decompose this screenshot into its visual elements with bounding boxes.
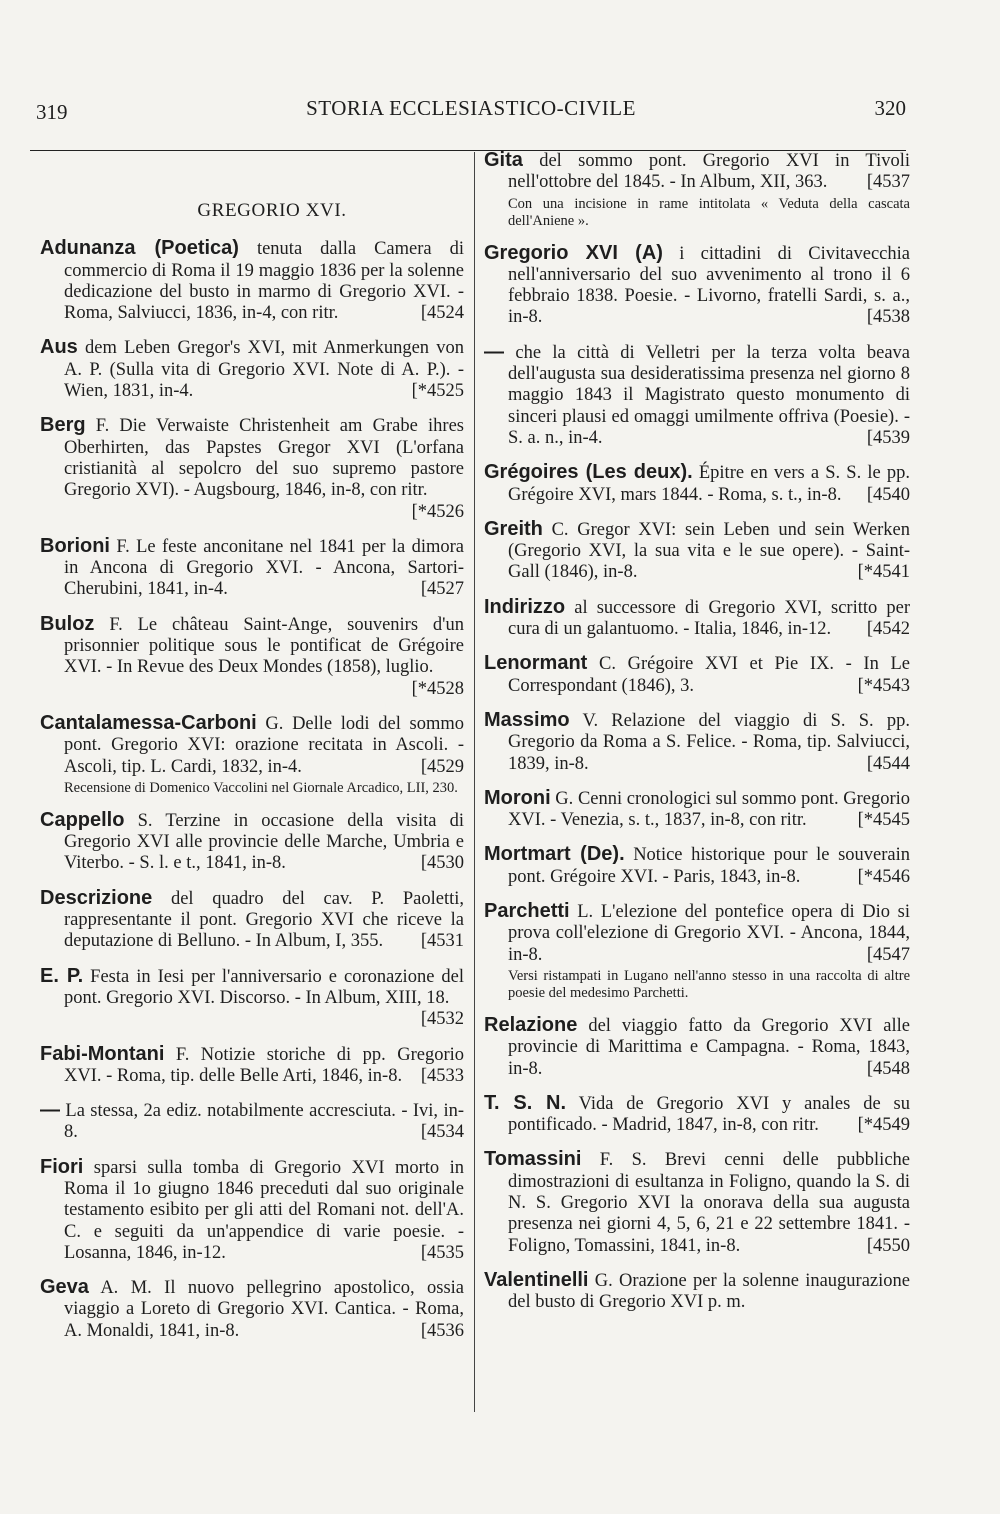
entry-heading: T. S. N.: [484, 1091, 567, 1114]
entry-heading: Gita: [484, 149, 523, 171]
entry-text: G. Delle lodi del sommo pont. Gregorio XVI: orazione recitata in Ascoli. - Ascoli, tip. L. Cardi, 1832, in-4.: [64, 713, 464, 777]
entry-reference-number: [4531: [420, 931, 464, 952]
entry-text: dem Leben Gregor's XVI, mit Anmerkungen von A. P. (Sulla vita di Gregorio XVI. Note di A. P.). - Wien, 1831, in-4.: [64, 338, 464, 402]
bibliography-entry: [40, 1277, 464, 1342]
entry-heading: Moroni: [484, 786, 551, 809]
entry-reference-number: [4534: [420, 1122, 464, 1143]
entry-text: F. Notizie storiche di pp. Gregorio XVI. - Roma, tip. delle Belle Arti, 1846, in-8.: [64, 1044, 464, 1086]
entry-reference-number: [*4546: [857, 866, 910, 887]
entry-text: del sommo pont. Gregorio XVI in Tivoli nell'ottobre del 1845. - In Album, XII, 363.: [508, 151, 910, 193]
entry-reference-number: [4544: [866, 753, 910, 774]
bibliography-entry: [40, 1100, 464, 1144]
entry-heading: Tomassini: [484, 1148, 582, 1171]
entry-reference-number: [*4528: [411, 678, 464, 699]
entry-text: al successore di Gregorio XVI, scritto per cura di un galantuomo. - Italia, 1846, in-12.: [508, 597, 910, 640]
entry-heading: Borioni: [40, 534, 110, 557]
bibliography-entry: [484, 597, 910, 641]
bibliography-entry: [40, 536, 464, 601]
entry-text: F. S. Brevi cenni delle pubbliche dimostrazioni di esultanza in Foligno, quando la S. di N. S. Gregorio XVI la onorava della sua augusta presenza nei giorni 4, 5, 6, 21 e 22 settembre 1841. - Foligno, Tomassini, 1841, in-8.: [508, 1150, 910, 1256]
bibliography-entry: [484, 462, 910, 506]
entry-heading: Indirizzo: [484, 595, 566, 618]
entry-reference-number: [4548: [866, 1058, 910, 1079]
bibliography-entry: [484, 653, 910, 697]
bibliography-entry: [484, 788, 910, 832]
bibliography-entry: [40, 337, 464, 402]
entry-heading: Relazione: [484, 1013, 578, 1036]
page-number-right: 320: [874, 96, 906, 120]
entry-text: A. M. Il nuovo pellegrino apostolico, ossia viaggio a Loreto di Gregorio XVI. Cantica. - Roma, A. Monaldi, 1841, in-8.: [64, 1278, 464, 1341]
entry-note: Versi ristampati in Lugano nell'anno stesso in una raccolta di altre poesie del medesimo Parchetti.: [508, 967, 910, 1001]
entry-heading: Massimo: [484, 708, 570, 731]
entry-reference-number: [4539: [866, 427, 910, 448]
bibliography-entry: [484, 1093, 910, 1137]
entry-reference-number: [4535: [420, 1242, 464, 1263]
bibliography-entry: [40, 810, 464, 875]
entry-text: F. Die Verwaiste Christenheit am Grabe ihres Oberhirten, das Papstes Gregor XVI (L'orfana cristianità al sepolcro del suo supremo pastore Gregorio XVI). - Augsbourg, 1846, in-8, con ritr.: [64, 416, 464, 501]
entry-reference-number: [*4545: [857, 810, 910, 831]
entry-text: F. Le château Saint-Ange, souvenirs d'un prisonnier politique sous le pontificat de Grégoire XVI. - In Revue des Deux Mondes (1858), luglio.: [64, 614, 464, 678]
entry-text: G. Cenni cronologici sul sommo pont. Gregorio XVI. - Venezia, s. t., 1837, in-8, con ritr.: [508, 788, 910, 831]
bibliography-entry: [40, 1157, 464, 1264]
entry-reference-number: [4524: [420, 303, 464, 324]
entry-text: Notice historique pour le souverain pont. Grégoire XVI. - Paris, 1843, in-8.: [508, 845, 910, 887]
entry-heading: —: [40, 1099, 60, 1122]
entry-reference-number: [4550: [866, 1235, 910, 1256]
bibliography-entry: [484, 519, 910, 584]
entry-heading: Valentinelli: [484, 1268, 589, 1291]
entry-heading: Fabi-Montani: [40, 1042, 165, 1065]
entry-heading: Gregorio XVI (A): [484, 241, 663, 264]
entry-reference-number: [*4525: [411, 381, 464, 402]
bibliography-entry: [484, 901, 910, 1002]
entry-heading: Fiori: [40, 1155, 84, 1178]
entry-text: Vida de Gregorio XVI y anales de su pontificado. - Madrid, 1847, in-8, con ritr.: [508, 1093, 910, 1136]
bibliography-entry: [484, 1149, 910, 1256]
entry-reference-number: [*4526: [411, 501, 464, 522]
entry-heading: Buloz: [40, 612, 95, 635]
page-header: [36, 92, 906, 132]
entry-text: del viaggio fatto da Gregorio XVI alle provincie di Marittima e Campagna. - Roma, 1843, in-8.: [508, 1015, 910, 1079]
entry-reference-number: [4527: [420, 579, 464, 600]
entry-heading: Descrizione: [40, 886, 153, 909]
right-column: [484, 150, 910, 1326]
entry-text: La stessa, 2a ediz. notabilmente accresciuta. - Ivi, in-8.: [60, 1101, 464, 1143]
entry-reference-number: [4538: [866, 307, 910, 328]
section-title: GREGORIO XVI.: [197, 200, 347, 221]
column-divider: [474, 152, 475, 1412]
entry-text: i cittadini di Civitavecchia nell'anniversario del suo avvenimento al trono il 6 febbraio 1838. Poesie. - Livorno, fratelli Sardi, s. a., in-8.: [508, 243, 910, 328]
entry-heading: Lenormant: [484, 652, 588, 675]
entry-text: F. Le feste anconitane nel 1841 per la dimora in Ancona di Gregorio XVI. - Ancona, Sartori-Cherubini, 1841, in-4.: [64, 536, 464, 600]
entry-text: L. L'elezione del pontefice opera di Dio si prova coll'elezione di Gregorio XVI. - Ancona, 1844, in-8.: [508, 902, 910, 965]
entry-heading: —: [484, 340, 504, 363]
bibliography-entry: [484, 342, 910, 449]
entry-heading: Geva: [40, 1276, 89, 1299]
entry-text: G. Orazione per la solenne inaugurazione del busto di Gregorio XVI p. m.: [508, 1270, 910, 1313]
bibliography-entry: [40, 238, 464, 324]
entry-heading: Adunanza (Poetica): [40, 237, 239, 260]
entry-heading: E. P.: [40, 964, 84, 987]
bibliography-entry: [40, 415, 464, 522]
entry-note: Recensione di Domenico Vaccolini nel Giornale Arcadico, LII, 230.: [64, 779, 458, 796]
running-title: STORIA ECCLESIASTICO-CIVILE: [306, 96, 636, 120]
entry-heading: Greith: [484, 517, 543, 540]
entry-reference-number: [4532: [420, 1009, 464, 1030]
entry-text: tenuta dalla Camera di commercio di Roma il 19 maggio 1836 per la solenne dedicazione del busto in marmo di Gregorio XVI. - Roma, Salviucci, 1836, in-4, con ritr.: [64, 239, 464, 324]
entry-text: C. Grégoire XVI et Pie IX. - In Le Correspondant (1846), 3.: [508, 654, 910, 696]
entry-text: del quadro del cav. P. Paoletti, rappresentante il pont. Gregorio XVI che riceve la deputazione di Belluno. - In Album, I, 355.: [64, 888, 464, 952]
entry-text: S. Terzine in occasione della visita di Gregorio XVI alle provincie delle Marche, Umbria e Viterbo. - S. l. e t., 1841, in-8.: [64, 810, 464, 874]
bibliography-entry: [40, 713, 464, 797]
entry-reference-number: [4537: [866, 172, 910, 193]
bibliography-entry: [40, 888, 464, 953]
bibliography-entry: [484, 844, 910, 888]
entry-note: Con una incisione in rame intitolata « Veduta della cascata dell'Aniene ».: [508, 195, 910, 229]
entry-heading: Mortmart (De).: [484, 843, 625, 866]
entry-reference-number: [4540: [866, 484, 910, 505]
right-entry-list: [484, 150, 910, 1313]
entry-text: V. Relazione del viaggio di S. S. pp. Gregorio da Roma a S. Felice. - Roma, tip. Salviucci, 1839, in-8.: [508, 710, 910, 774]
entry-reference-number: [4542: [866, 619, 910, 640]
entry-heading: Berg: [40, 414, 86, 437]
entry-heading: Aus: [40, 336, 78, 359]
bibliography-entry: [40, 614, 464, 700]
entry-reference-number: [*4543: [857, 675, 910, 696]
entry-heading: Parchetti: [484, 900, 570, 923]
entry-text: C. Gregor XVI: sein Leben und sein Werken (Gregorio XVI, la sua vita e le sue opere). - Saint-Gall (1846), in-8.: [508, 519, 910, 583]
page-number-left: 319: [36, 100, 68, 124]
entry-reference-number: [4547: [866, 944, 910, 965]
bibliography-entry: [484, 710, 910, 775]
entry-reference-number: [4529: [420, 756, 464, 777]
entry-text: Épitre en vers a S. S. le pp. Grégoire XVI, mars 1844. - Roma, s. t., in-8.: [508, 463, 911, 505]
left-column: [40, 150, 464, 1355]
entry-reference-number: [4536: [420, 1320, 464, 1341]
left-entry-list: [40, 238, 464, 1342]
entry-reference-number: [4533: [420, 1065, 464, 1086]
entry-heading: Grégoires (Les deux).: [484, 461, 693, 484]
bibliography-entry: [484, 1270, 910, 1314]
entry-heading: Cantalamessa-Carboni: [40, 711, 257, 734]
bibliography-entry: [484, 150, 910, 230]
entry-reference-number: [*4549: [857, 1115, 910, 1136]
bibliography-entry: [484, 243, 910, 329]
entry-reference-number: [4530: [420, 853, 464, 874]
entry-heading: Cappello: [40, 808, 125, 831]
entry-text: Festa in Iesi per l'anniversario e coronazione del pont. Gregorio XVI. Discorso. - In Album, XIII, 18.: [64, 966, 465, 1008]
entry-reference-number: [*4541: [857, 562, 910, 583]
bibliography-entry: [40, 966, 464, 1031]
entry-text: sparsi sulla tomba di Gregorio XVI morto in Roma il 1o giugno 1846 preceduti dal suo originale testamento esibito per gli atti del Romani not. dell'A. C. e seguiti da un'appendice di varie poesie. - Losanna, 1846, in-12.: [64, 1157, 464, 1263]
entry-text: che la città di Velletri per la terza volta beava dell'augusta sua desideratissima presenza nel giorno 8 maggio 1843 il Magistrato questo monumento di sinceri plausi ed omaggi umilmente offriva (Poesie). - S. a. n., in-4.: [504, 342, 910, 448]
bibliography-entry: [484, 1015, 910, 1080]
bibliography-entry: [40, 1044, 464, 1088]
